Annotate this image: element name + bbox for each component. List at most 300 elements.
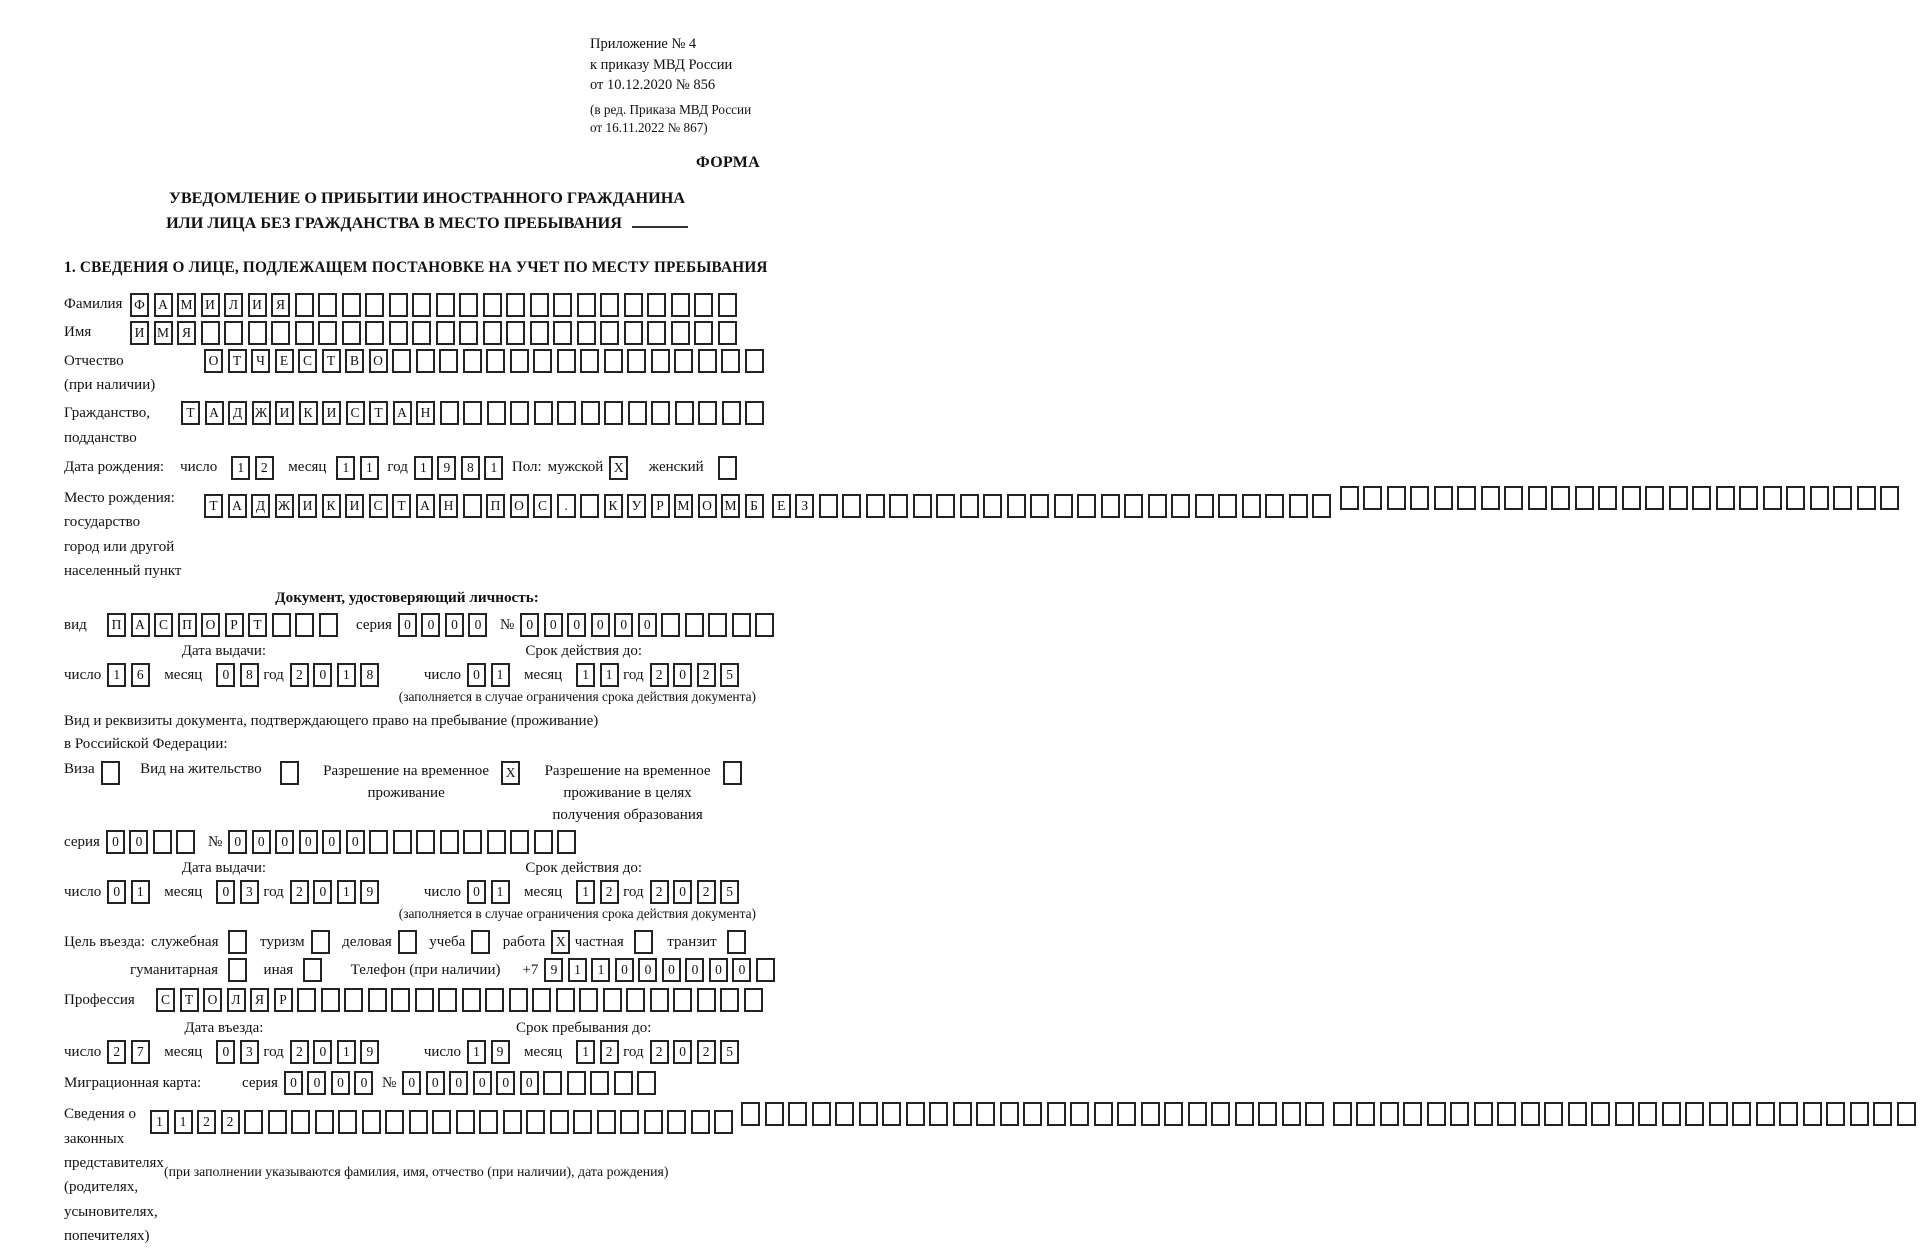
form-cell[interactable]: 1 <box>337 663 356 687</box>
form-cell[interactable]: Д <box>228 401 247 425</box>
form-cell[interactable] <box>859 1102 878 1126</box>
form-cell[interactable] <box>675 401 694 425</box>
form-cell[interactable] <box>459 293 478 317</box>
form-cell[interactable] <box>244 1110 263 1134</box>
form-cell[interactable] <box>661 613 680 637</box>
form-cell[interactable] <box>600 321 619 345</box>
form-cell[interactable]: С <box>533 494 552 518</box>
form-cell[interactable] <box>291 1110 310 1134</box>
form-cell[interactable]: И <box>298 494 317 518</box>
form-cell[interactable]: X <box>609 456 628 480</box>
form-cell[interactable] <box>788 1102 807 1126</box>
form-cell[interactable] <box>362 1110 381 1134</box>
form-cell[interactable]: Р <box>225 613 244 637</box>
form-cell[interactable] <box>577 321 596 345</box>
form-cell[interactable]: 0 <box>732 958 751 982</box>
form-cell[interactable]: М <box>154 321 173 345</box>
form-cell[interactable] <box>438 988 457 1012</box>
form-cell[interactable]: 0 <box>673 880 692 904</box>
form-cell[interactable]: М <box>177 293 196 317</box>
form-cell[interactable]: 0 <box>216 1040 235 1064</box>
form-cell[interactable] <box>1117 1102 1136 1126</box>
form-cell[interactable] <box>228 930 247 954</box>
form-cell[interactable]: И <box>322 401 341 425</box>
form-cell[interactable] <box>456 1110 475 1134</box>
form-cell[interactable] <box>1211 1102 1230 1126</box>
form-cell[interactable]: 0 <box>449 1071 468 1095</box>
form-cell[interactable]: Т <box>369 401 388 425</box>
form-cell[interactable] <box>694 321 713 345</box>
form-cell[interactable] <box>983 494 1002 518</box>
form-cell[interactable] <box>913 494 932 518</box>
form-cell[interactable]: 0 <box>615 958 634 982</box>
form-cell[interactable]: И <box>130 321 149 345</box>
form-cell[interactable]: . <box>557 494 576 518</box>
form-cell[interactable] <box>153 830 172 854</box>
form-cell[interactable] <box>651 401 670 425</box>
form-cell[interactable] <box>1880 486 1899 510</box>
form-cell[interactable] <box>318 321 337 345</box>
form-cell[interactable] <box>960 494 979 518</box>
form-cell[interactable] <box>318 293 337 317</box>
form-cell[interactable] <box>626 988 645 1012</box>
form-cell[interactable]: 2 <box>697 1040 716 1064</box>
form-cell[interactable] <box>534 401 553 425</box>
form-cell[interactable]: 1 <box>336 456 355 480</box>
form-cell[interactable]: Ж <box>252 401 271 425</box>
form-cell[interactable]: 0 <box>591 613 610 637</box>
form-cell[interactable]: 1 <box>150 1110 169 1134</box>
form-cell[interactable] <box>627 349 646 373</box>
form-cell[interactable] <box>315 1110 334 1134</box>
form-cell[interactable] <box>1340 486 1359 510</box>
form-cell[interactable] <box>1171 494 1190 518</box>
form-cell[interactable]: 9 <box>544 958 563 982</box>
form-cell[interactable] <box>866 494 885 518</box>
form-cell[interactable] <box>722 401 741 425</box>
form-cell[interactable] <box>503 1110 522 1134</box>
form-cell[interactable] <box>1591 1102 1610 1126</box>
form-cell[interactable] <box>463 401 482 425</box>
form-cell[interactable] <box>573 1110 592 1134</box>
form-cell[interactable] <box>1141 1102 1160 1126</box>
form-cell[interactable]: 0 <box>299 830 318 854</box>
form-cell[interactable]: 1 <box>568 958 587 982</box>
form-cell[interactable] <box>718 456 737 480</box>
form-cell[interactable] <box>604 349 623 373</box>
form-cell[interactable] <box>486 349 505 373</box>
form-cell[interactable] <box>1544 1102 1563 1126</box>
form-cell[interactable] <box>1615 1102 1634 1126</box>
form-cell[interactable] <box>268 1110 287 1134</box>
form-cell[interactable] <box>580 349 599 373</box>
form-cell[interactable] <box>272 613 291 637</box>
form-cell[interactable] <box>1779 1102 1798 1126</box>
form-cell[interactable] <box>1070 1102 1089 1126</box>
form-cell[interactable]: Т <box>204 494 223 518</box>
form-cell[interactable]: Р <box>651 494 670 518</box>
form-cell[interactable]: 2 <box>650 1040 669 1064</box>
form-cell[interactable]: 0 <box>284 1071 303 1095</box>
form-cell[interactable]: 2 <box>290 1040 309 1064</box>
form-cell[interactable] <box>510 401 529 425</box>
form-cell[interactable] <box>723 761 742 785</box>
form-cell[interactable] <box>756 958 775 982</box>
form-cell[interactable] <box>650 988 669 1012</box>
form-cell[interactable]: 1 <box>576 880 595 904</box>
form-cell[interactable]: 0 <box>685 958 704 982</box>
form-cell[interactable] <box>1833 486 1852 510</box>
form-cell[interactable]: У <box>627 494 646 518</box>
form-cell[interactable] <box>819 494 838 518</box>
form-cell[interactable]: И <box>345 494 364 518</box>
form-cell[interactable]: Ф <box>130 293 149 317</box>
form-cell[interactable]: Я <box>250 988 269 1012</box>
form-cell[interactable] <box>1873 1102 1892 1126</box>
form-cell[interactable] <box>671 321 690 345</box>
form-cell[interactable] <box>1756 1102 1775 1126</box>
form-cell[interactable]: 2 <box>650 663 669 687</box>
form-cell[interactable] <box>1363 486 1382 510</box>
form-cell[interactable]: Ж <box>275 494 294 518</box>
form-cell[interactable]: 3 <box>240 1040 259 1064</box>
form-cell[interactable]: М <box>721 494 740 518</box>
form-cell[interactable] <box>534 830 553 854</box>
form-cell[interactable] <box>1568 1102 1587 1126</box>
form-cell[interactable]: А <box>416 494 435 518</box>
form-cell[interactable] <box>1305 1102 1324 1126</box>
form-cell[interactable] <box>1521 1102 1540 1126</box>
form-cell[interactable] <box>720 988 739 1012</box>
form-cell[interactable]: С <box>298 349 317 373</box>
form-cell[interactable] <box>835 1102 854 1126</box>
form-cell[interactable]: О <box>369 349 388 373</box>
form-cell[interactable] <box>812 1102 831 1126</box>
form-cell[interactable]: 0 <box>473 1071 492 1095</box>
form-cell[interactable]: Т <box>322 349 341 373</box>
form-cell[interactable]: 1 <box>491 663 510 687</box>
form-cell[interactable] <box>393 830 412 854</box>
form-cell[interactable]: 1 <box>131 880 150 904</box>
form-cell[interactable]: 0 <box>520 613 539 637</box>
form-cell[interactable] <box>557 830 576 854</box>
form-cell[interactable]: 0 <box>129 830 148 854</box>
form-cell[interactable]: 1 <box>467 1040 486 1064</box>
form-cell[interactable]: 0 <box>673 1040 692 1064</box>
form-cell[interactable] <box>1645 486 1664 510</box>
form-cell[interactable] <box>342 293 361 317</box>
form-cell[interactable]: 2 <box>697 880 716 904</box>
form-cell[interactable]: П <box>178 613 197 637</box>
form-cell[interactable] <box>1312 494 1331 518</box>
form-cell[interactable]: 8 <box>461 456 480 480</box>
form-cell[interactable] <box>533 349 552 373</box>
form-cell[interactable] <box>543 1071 562 1095</box>
form-cell[interactable] <box>1716 486 1735 510</box>
form-cell[interactable] <box>674 349 693 373</box>
form-cell[interactable]: 2 <box>255 456 274 480</box>
form-cell[interactable]: 0 <box>421 613 440 637</box>
form-cell[interactable] <box>471 930 490 954</box>
form-cell[interactable] <box>580 494 599 518</box>
form-cell[interactable]: Я <box>177 321 196 345</box>
form-cell[interactable] <box>1000 1102 1019 1126</box>
form-cell[interactable]: 9 <box>360 880 379 904</box>
form-cell[interactable]: С <box>346 401 365 425</box>
form-cell[interactable] <box>224 321 243 345</box>
form-cell[interactable] <box>485 988 504 1012</box>
form-cell[interactable]: 0 <box>106 830 125 854</box>
form-cell[interactable] <box>556 988 575 1012</box>
form-cell[interactable] <box>415 988 434 1012</box>
form-cell[interactable] <box>1575 486 1594 510</box>
form-cell[interactable] <box>651 349 670 373</box>
form-cell[interactable] <box>1692 486 1711 510</box>
form-cell[interactable] <box>634 930 653 954</box>
form-cell[interactable]: П <box>107 613 126 637</box>
form-cell[interactable] <box>1235 1102 1254 1126</box>
form-cell[interactable] <box>1427 1102 1446 1126</box>
form-cell[interactable]: 0 <box>662 958 681 982</box>
form-cell[interactable] <box>1497 1102 1516 1126</box>
form-cell[interactable] <box>600 293 619 317</box>
form-cell[interactable]: 2 <box>600 880 619 904</box>
form-cell[interactable] <box>440 830 459 854</box>
form-cell[interactable] <box>667 1110 686 1134</box>
form-cell[interactable] <box>1810 486 1829 510</box>
form-cell[interactable]: И <box>275 401 294 425</box>
form-cell[interactable]: Л <box>224 293 243 317</box>
form-cell[interactable] <box>1739 486 1758 510</box>
form-cell[interactable] <box>929 1102 948 1126</box>
form-cell[interactable] <box>526 1110 545 1134</box>
form-cell[interactable] <box>368 988 387 1012</box>
form-cell[interactable] <box>1410 486 1429 510</box>
form-cell[interactable]: К <box>299 401 318 425</box>
form-cell[interactable] <box>628 401 647 425</box>
form-cell[interactable]: X <box>501 761 520 785</box>
form-cell[interactable] <box>579 988 598 1012</box>
form-cell[interactable] <box>741 1102 760 1126</box>
form-cell[interactable] <box>389 293 408 317</box>
form-cell[interactable]: Н <box>416 401 435 425</box>
form-cell[interactable]: 3 <box>240 880 259 904</box>
form-cell[interactable] <box>744 988 763 1012</box>
form-cell[interactable] <box>1094 1102 1113 1126</box>
form-cell[interactable] <box>550 1110 569 1134</box>
form-cell[interactable]: 2 <box>697 663 716 687</box>
form-cell[interactable]: П <box>486 494 505 518</box>
form-cell[interactable] <box>1101 494 1120 518</box>
form-cell[interactable] <box>765 1102 784 1126</box>
form-cell[interactable]: 0 <box>228 830 247 854</box>
form-cell[interactable] <box>389 321 408 345</box>
form-cell[interactable]: О <box>201 613 220 637</box>
form-cell[interactable]: 0 <box>331 1071 350 1095</box>
form-cell[interactable] <box>1786 486 1805 510</box>
form-cell[interactable]: Д <box>251 494 270 518</box>
form-cell[interactable]: О <box>698 494 717 518</box>
form-cell[interactable] <box>506 321 525 345</box>
form-cell[interactable] <box>1007 494 1026 518</box>
form-cell[interactable] <box>721 349 740 373</box>
form-cell[interactable] <box>342 321 361 345</box>
form-cell[interactable]: 1 <box>591 958 610 982</box>
form-cell[interactable] <box>1474 1102 1493 1126</box>
form-cell[interactable]: Б <box>745 494 764 518</box>
form-cell[interactable] <box>487 401 506 425</box>
form-cell[interactable] <box>344 988 363 1012</box>
form-cell[interactable]: 0 <box>216 663 235 687</box>
form-cell[interactable]: Т <box>180 988 199 1012</box>
form-cell[interactable] <box>647 321 666 345</box>
form-cell[interactable]: 2 <box>290 880 309 904</box>
form-cell[interactable] <box>510 830 529 854</box>
form-cell[interactable] <box>439 349 458 373</box>
form-cell[interactable]: 0 <box>614 613 633 637</box>
form-cell[interactable] <box>462 988 481 1012</box>
form-cell[interactable] <box>412 293 431 317</box>
form-cell[interactable] <box>398 930 417 954</box>
form-cell[interactable] <box>321 988 340 1012</box>
form-cell[interactable] <box>567 1071 586 1095</box>
form-cell[interactable] <box>479 1110 498 1134</box>
form-cell[interactable] <box>697 988 716 1012</box>
form-cell[interactable] <box>1857 486 1876 510</box>
form-cell[interactable] <box>1763 486 1782 510</box>
form-cell[interactable] <box>624 321 643 345</box>
form-cell[interactable]: 0 <box>313 663 332 687</box>
form-cell[interactable] <box>459 321 478 345</box>
form-cell[interactable]: О <box>203 988 222 1012</box>
form-cell[interactable]: К <box>322 494 341 518</box>
form-cell[interactable] <box>303 958 322 982</box>
form-cell[interactable] <box>1195 494 1214 518</box>
form-cell[interactable] <box>1638 1102 1657 1126</box>
form-cell[interactable]: 0 <box>216 880 235 904</box>
form-cell[interactable]: Р <box>274 988 293 1012</box>
form-cell[interactable]: 5 <box>720 880 739 904</box>
form-cell[interactable] <box>708 613 727 637</box>
form-cell[interactable] <box>1054 494 1073 518</box>
form-cell[interactable]: С <box>369 494 388 518</box>
form-cell[interactable] <box>553 321 572 345</box>
form-cell[interactable]: Л <box>227 988 246 1012</box>
form-cell[interactable]: 0 <box>544 613 563 637</box>
form-cell[interactable]: 1 <box>337 1040 356 1064</box>
form-cell[interactable] <box>557 401 576 425</box>
form-cell[interactable] <box>365 293 384 317</box>
form-cell[interactable] <box>1598 486 1617 510</box>
form-cell[interactable] <box>1242 494 1261 518</box>
form-cell[interactable] <box>463 494 482 518</box>
form-cell[interactable] <box>280 761 299 785</box>
form-cell[interactable] <box>671 293 690 317</box>
form-cell[interactable]: 0 <box>346 830 365 854</box>
form-cell[interactable] <box>530 321 549 345</box>
form-cell[interactable] <box>1732 1102 1751 1126</box>
form-cell[interactable] <box>685 613 704 637</box>
form-cell[interactable] <box>1528 486 1547 510</box>
form-cell[interactable] <box>1897 1102 1916 1126</box>
form-cell[interactable]: Т <box>228 349 247 373</box>
form-cell[interactable] <box>1481 486 1500 510</box>
form-cell[interactable]: 8 <box>240 663 259 687</box>
form-cell[interactable]: И <box>248 293 267 317</box>
form-cell[interactable]: 0 <box>322 830 341 854</box>
form-cell[interactable] <box>176 830 195 854</box>
form-cell[interactable] <box>463 830 482 854</box>
form-cell[interactable]: 0 <box>354 1071 373 1095</box>
form-cell[interactable] <box>581 401 600 425</box>
form-cell[interactable] <box>557 349 576 373</box>
form-cell[interactable]: Ч <box>251 349 270 373</box>
form-cell[interactable]: 0 <box>467 663 486 687</box>
form-cell[interactable]: X <box>551 930 570 954</box>
form-cell[interactable] <box>590 1071 609 1095</box>
form-cell[interactable] <box>483 293 502 317</box>
form-cell[interactable]: 2 <box>107 1040 126 1064</box>
form-cell[interactable]: О <box>510 494 529 518</box>
form-cell[interactable]: 0 <box>496 1071 515 1095</box>
form-cell[interactable] <box>577 293 596 317</box>
form-cell[interactable]: Т <box>392 494 411 518</box>
form-cell[interactable]: 6 <box>131 663 150 687</box>
form-cell[interactable] <box>637 1071 656 1095</box>
form-cell[interactable] <box>1387 486 1406 510</box>
form-cell[interactable] <box>436 321 455 345</box>
form-cell[interactable] <box>440 401 459 425</box>
form-cell[interactable] <box>506 293 525 317</box>
form-cell[interactable] <box>409 1110 428 1134</box>
form-cell[interactable] <box>385 1110 404 1134</box>
form-cell[interactable] <box>1289 494 1308 518</box>
form-cell[interactable]: 0 <box>567 613 586 637</box>
form-cell[interactable] <box>1282 1102 1301 1126</box>
form-cell[interactable] <box>1333 1102 1352 1126</box>
form-cell[interactable] <box>1551 486 1570 510</box>
form-cell[interactable] <box>201 321 220 345</box>
form-cell[interactable] <box>745 349 764 373</box>
form-cell[interactable]: 0 <box>252 830 271 854</box>
form-cell[interactable] <box>532 988 551 1012</box>
form-cell[interactable]: 0 <box>313 1040 332 1064</box>
form-cell[interactable] <box>391 988 410 1012</box>
form-cell[interactable] <box>295 293 314 317</box>
form-cell[interactable] <box>436 293 455 317</box>
form-cell[interactable] <box>755 613 774 637</box>
form-cell[interactable] <box>1218 494 1237 518</box>
form-cell[interactable] <box>510 349 529 373</box>
form-cell[interactable] <box>1434 486 1453 510</box>
form-cell[interactable] <box>1669 486 1688 510</box>
form-cell[interactable]: А <box>393 401 412 425</box>
form-cell[interactable] <box>432 1110 451 1134</box>
form-cell[interactable]: А <box>131 613 150 637</box>
form-cell[interactable]: 7 <box>131 1040 150 1064</box>
form-cell[interactable] <box>620 1110 639 1134</box>
form-cell[interactable]: 1 <box>414 456 433 480</box>
form-cell[interactable]: 2 <box>600 1040 619 1064</box>
form-cell[interactable] <box>644 1110 663 1134</box>
form-cell[interactable]: 0 <box>638 613 657 637</box>
form-cell[interactable]: А <box>228 494 247 518</box>
form-cell[interactable] <box>509 988 528 1012</box>
form-cell[interactable]: 0 <box>673 663 692 687</box>
form-cell[interactable] <box>718 321 737 345</box>
form-cell[interactable]: 0 <box>307 1071 326 1095</box>
form-cell[interactable]: К <box>604 494 623 518</box>
